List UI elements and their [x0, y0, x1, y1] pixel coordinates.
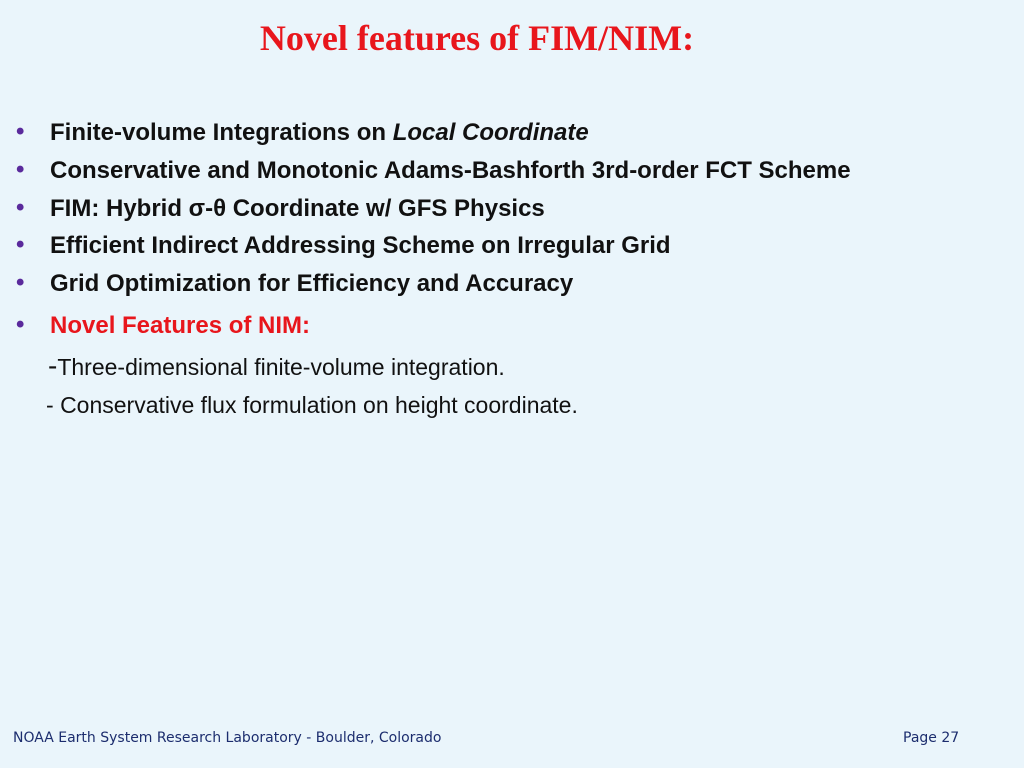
- sub-item: [48, 351, 505, 382]
- bullet-marker: •: [16, 311, 25, 338]
- bullet-item: [16, 269, 574, 299]
- bullet-marker: •: [16, 269, 25, 296]
- footer-organization: NOAA Earth System Research Laboratory - Boulder, Colorado: [13, 730, 442, 746]
- bullet-item: [16, 194, 545, 224]
- sub-item-dash: -: [46, 392, 61, 418]
- bullet-marker: •: [16, 194, 25, 221]
- bullet-text: Finite-volume Integrations on: [50, 119, 393, 146]
- bullet-item: [16, 156, 851, 186]
- bullet-item: [16, 118, 589, 148]
- bullet-text: Grid Optimization for Efficiency and Accuracy: [50, 270, 574, 297]
- bullet-text: FIM: Hybrid σ-θ Coordinate w/ GFS Physics: [50, 195, 545, 222]
- bullet-marker: •: [16, 118, 25, 145]
- bullet-item-highlight: [16, 311, 311, 341]
- bullet-text: Conservative and Monotonic Adams-Bashforth 3rd-order FCT Scheme: [50, 157, 851, 184]
- bullet-text: Efficient Indirect Addressing Scheme on Irregular Grid: [50, 232, 671, 259]
- bullet-text: Novel Features of NIM:: [50, 312, 311, 339]
- bullet-marker: •: [16, 231, 25, 258]
- footer-page-number: Page 27: [903, 730, 960, 746]
- bullet-item: [16, 231, 671, 261]
- sub-item-text: Three-dimensional finite-volume integration.: [57, 354, 505, 380]
- sub-item-dash: -: [48, 350, 58, 381]
- bullet-emphasis: Local Coordinate: [392, 119, 589, 146]
- bullet-marker: •: [16, 156, 25, 183]
- sub-item-text: Conservative flux formulation on height coordinate.: [60, 392, 578, 418]
- slide-title: Novel features of FIM/NIM:: [259, 18, 695, 58]
- sub-item: [46, 390, 578, 420]
